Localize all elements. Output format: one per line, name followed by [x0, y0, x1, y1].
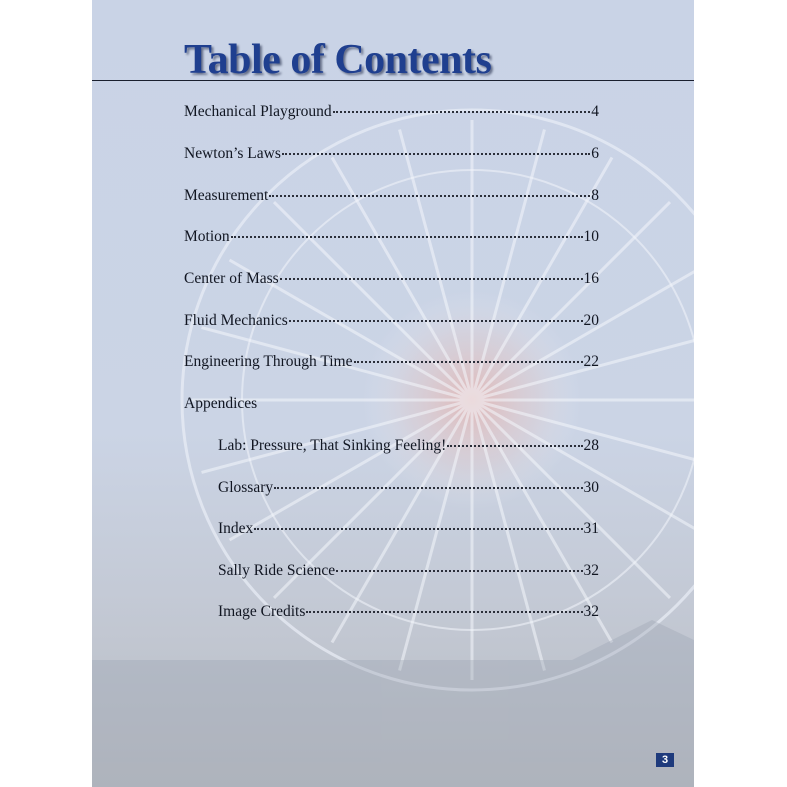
toc-entry-page: 32	[583, 603, 599, 620]
toc-entry-label: Motion	[184, 228, 230, 245]
dot-leader	[269, 195, 590, 197]
dot-leader	[333, 111, 591, 113]
toc-entry-page: 10	[583, 228, 599, 245]
toc-entry-page: 22	[583, 353, 599, 370]
toc-entry-page: 8	[591, 187, 599, 204]
toc-entry-page: 31	[583, 520, 599, 537]
dot-leader	[306, 611, 582, 613]
dot-leader	[336, 570, 582, 572]
toc-entry-label: Sally Ride Science	[218, 562, 336, 579]
toc-entry-page: 4	[591, 103, 599, 120]
toc-entry-label: Lab: Pressure, That Sinking Feeling!	[218, 437, 447, 454]
toc-entry[interactable]	[184, 353, 599, 371]
toc-entry[interactable]	[184, 270, 599, 288]
dot-leader	[289, 320, 583, 322]
toc-entry[interactable]	[218, 562, 599, 580]
toc-entry-page: 28	[583, 437, 599, 454]
dot-leader	[354, 361, 583, 363]
page-number-badge: 3	[656, 753, 674, 767]
toc-entry-page: 20	[583, 312, 599, 329]
toc-entry[interactable]	[184, 103, 599, 121]
toc-entry[interactable]	[184, 312, 599, 330]
dot-leader	[447, 445, 582, 447]
toc-entry[interactable]	[184, 145, 599, 163]
toc-entry-label: Mechanical Playground	[184, 103, 332, 120]
toc-entry-label: Index	[218, 520, 254, 537]
toc-entry[interactable]	[218, 479, 599, 497]
dot-leader	[280, 278, 583, 280]
toc-entry[interactable]	[184, 228, 599, 246]
toc-entry[interactable]	[218, 437, 599, 455]
toc-entry[interactable]	[218, 520, 599, 538]
toc-entry[interactable]	[218, 603, 599, 621]
dot-leader	[231, 236, 583, 238]
toc-entry-page: 16	[583, 270, 599, 287]
dot-leader	[254, 528, 582, 530]
toc-entry-label: Glossary	[218, 479, 274, 496]
toc-entry-label: Center of Mass	[184, 270, 279, 287]
toc-entry-label: Measurement	[184, 187, 269, 204]
toc-entry-page: 6	[591, 145, 599, 162]
toc-entry-label: Engineering Through Time	[184, 353, 353, 370]
dot-leader	[274, 487, 582, 489]
document-page	[92, 0, 694, 787]
toc-entry-label: Fluid Mechanics	[184, 312, 288, 329]
toc-entry-label: Appendices	[184, 395, 258, 412]
toc-list	[92, 0, 694, 787]
toc-entry[interactable]	[184, 187, 599, 205]
toc-section-heading	[184, 395, 257, 413]
toc-entry-label: Image Credits	[218, 603, 306, 620]
dot-leader	[282, 153, 590, 155]
page-title: Table of Contents	[184, 37, 492, 83]
toc-entry-page: 30	[583, 479, 599, 496]
toc-entry-page: 32	[583, 562, 599, 579]
toc-entry-label: Newton’s Laws	[184, 145, 281, 162]
